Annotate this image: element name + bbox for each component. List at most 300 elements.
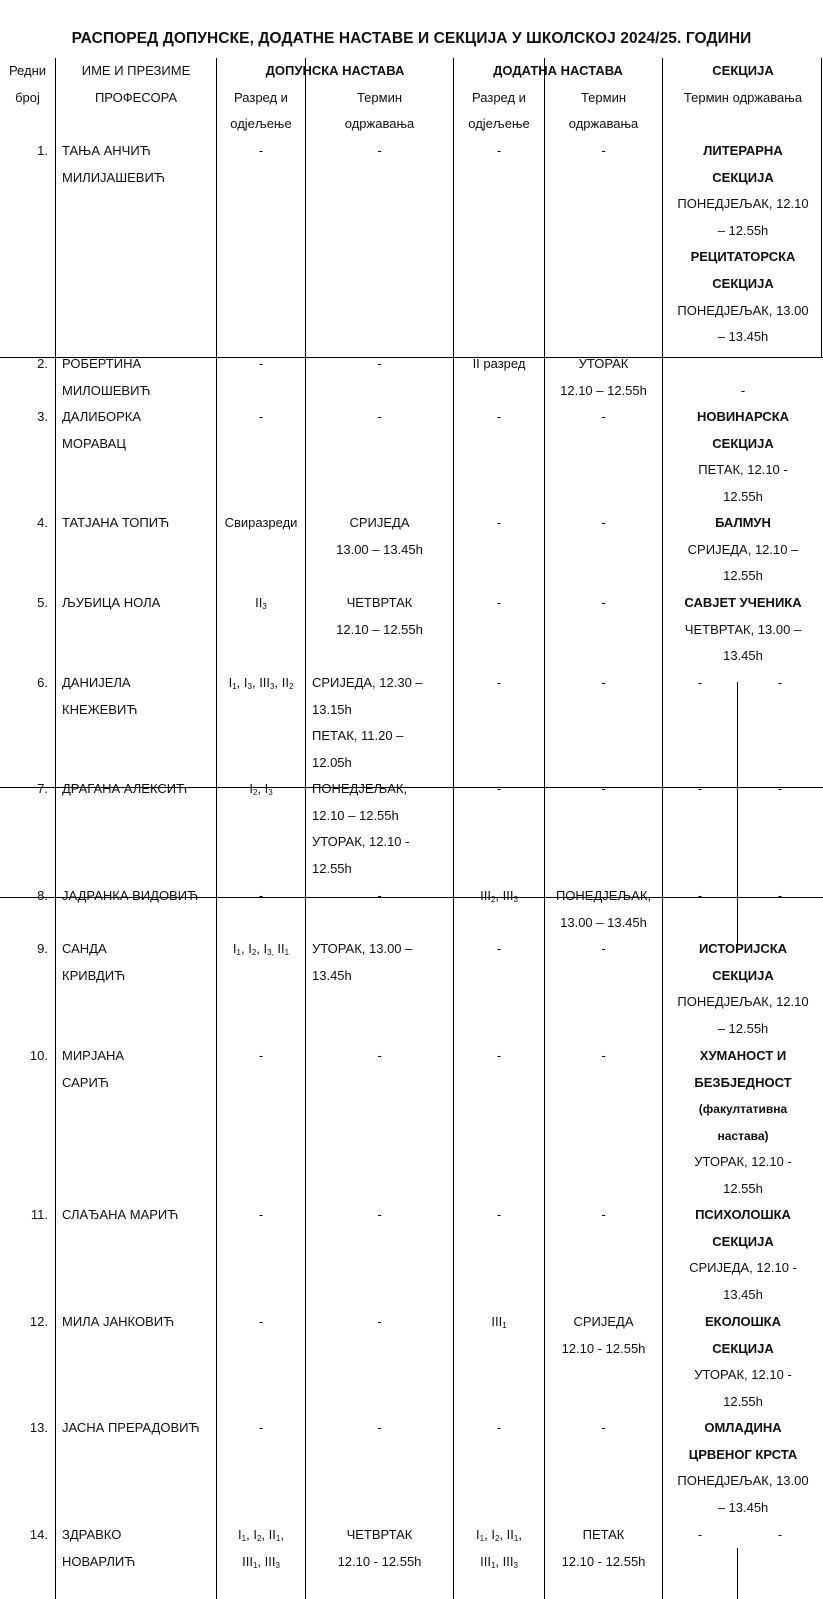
dodatna-grade — [454, 1522, 544, 1575]
text-line: - — [601, 675, 606, 690]
sekcija-term: ПОНЕДЈЕЉАК, 12.10 — [677, 994, 809, 1010]
dodatna-term — [545, 1202, 662, 1229]
grade-text: , II — [499, 1527, 514, 1542]
text-line: МОРАВАЦ — [62, 435, 126, 451]
sekcija-term: – 13.45h — [717, 329, 769, 345]
dopunska-grade — [217, 1522, 305, 1575]
sekcija-term: - — [740, 382, 746, 398]
grade-text: I — [476, 1527, 480, 1542]
dodatna-grade — [454, 670, 544, 697]
text-line: 12.10 – 12.55h — [336, 621, 423, 637]
text-line: 13.15h — [312, 701, 352, 717]
grade-subscript: 1 — [252, 1560, 258, 1570]
header-name: ИМЕ И ПРЕЗИМЕ ПРОФЕСОРА — [81, 63, 191, 105]
sekcija-name: ПСИХОЛОШКА — [695, 1207, 791, 1222]
dopunska-term — [306, 351, 453, 378]
sekcija-name: ЛИТЕРАРНА — [703, 143, 783, 158]
teacher-name — [62, 351, 216, 404]
dodatna-term — [545, 1522, 662, 1575]
grade-text: - — [258, 356, 264, 371]
grade-subscript: 3 — [275, 1560, 280, 1570]
text-line: - — [377, 356, 382, 371]
text-line: УТОРАК, 12.10 - — [312, 834, 410, 850]
grade-subscript: 1 — [241, 1534, 247, 1543]
grade-line — [217, 936, 305, 963]
sekcija-term: – 13.45h — [717, 1499, 769, 1515]
grade-line — [454, 138, 544, 165]
text-line: РОБЕРТИНА — [62, 356, 142, 371]
sekcija-split-line — [737, 682, 738, 787]
grade-line — [217, 138, 305, 165]
dodatna-term — [545, 590, 662, 617]
header-dodatna: ДОДАТНА НАСТАВА — [493, 63, 623, 78]
sekcija-name: ХУМАНОСТ И — [699, 1048, 787, 1063]
grade-line — [454, 776, 544, 803]
dodatna-term — [545, 138, 662, 165]
text-line: 13.00 – 13.45h — [560, 914, 647, 930]
sekcija-cell — [663, 138, 823, 351]
header-no: Редни број — [8, 63, 47, 105]
dodatna-term — [545, 776, 662, 803]
sekcija-empty-left: - — [697, 675, 703, 690]
grade-line — [454, 1202, 544, 1229]
text-line: - — [601, 595, 606, 610]
grade-subscript: 1 — [502, 1321, 507, 1330]
row-number: 7. — [37, 781, 48, 796]
teacher-name — [62, 404, 216, 457]
row-number: 10. — [29, 1048, 48, 1063]
dopunska-grade — [217, 936, 305, 963]
text-line: НОВАРЛИЋ — [62, 1553, 136, 1569]
dopunska-grade — [217, 1415, 305, 1442]
grade-line — [454, 1549, 544, 1576]
text-line: 12.05h — [312, 754, 352, 770]
grade-text: III — [480, 888, 491, 903]
dodatna-grade — [454, 1415, 544, 1442]
dodatna-grade — [454, 1202, 544, 1229]
sekcija-name: СЕКЦИЈА — [712, 1233, 774, 1249]
grade-subscript: 1 — [479, 1534, 485, 1543]
text-line: 12.10 - 12.55h — [337, 1553, 422, 1569]
dopunska-grade — [217, 776, 305, 803]
dopunska-term — [306, 1043, 453, 1070]
text-line: 13.45h — [312, 967, 352, 983]
grade-text: - — [496, 515, 502, 530]
grade-line — [454, 1309, 544, 1336]
sekcija-term: 12.55h — [723, 568, 763, 584]
text-line: КРИВДИЋ — [62, 967, 126, 983]
grade-subscript: 3 — [262, 602, 267, 611]
grade-line — [217, 1415, 305, 1442]
grade-text: - — [496, 781, 502, 796]
dodatna-term — [545, 404, 662, 431]
text-line: ДРАГАНА АЛЕКСИЋ — [62, 781, 188, 796]
teacher-name — [62, 883, 216, 910]
text-line: ЈАСНА ПРЕРАДОВИЋ — [62, 1420, 200, 1435]
dodatna-grade — [454, 351, 544, 378]
grade-text: - — [496, 595, 502, 610]
dodatna-grade — [454, 590, 544, 617]
sekcija-name: настава) — [717, 1128, 769, 1143]
teacher-name — [62, 936, 216, 989]
grade-line — [454, 404, 544, 431]
text-line: КНЕЖЕВИЋ — [62, 701, 138, 717]
sekcija-term: ПЕТАК, 12.10 - — [698, 462, 788, 478]
text-line: ЧЕТВРТАК — [346, 595, 413, 610]
text-line: 12.10 – 12.55h — [312, 807, 399, 823]
dopunska-term — [312, 670, 453, 776]
sekcija-term: УТОРАК, 12.10 - — [694, 1367, 792, 1383]
text-line: СРИЈЕДА — [573, 1314, 634, 1329]
grid-line — [55, 58, 56, 1599]
text-line: СРИЈЕДА — [349, 515, 410, 530]
text-line: САНДА — [62, 941, 107, 956]
dopunska-term — [306, 138, 453, 165]
sekcija-term: ПОНЕДЈЕЉАК, 12.10 — [677, 196, 809, 212]
dodatna-term — [545, 1415, 662, 1442]
grade-line — [217, 590, 305, 617]
text-line: МИЛОШЕВИЋ — [62, 382, 151, 398]
sekcija-name: СЕКЦИЈА — [712, 169, 774, 185]
dodatna-grade — [454, 883, 544, 910]
grade-text: , III — [251, 675, 271, 690]
dodatna-grade — [454, 1043, 544, 1070]
dodatna-term — [545, 670, 662, 697]
grade-text: , II — [274, 675, 289, 690]
header-termin-dodatna: Термин одржавања — [568, 89, 639, 132]
grade-line — [217, 510, 305, 537]
grade-text: , I — [236, 675, 248, 690]
text-line: ЉУБИЦА НОЛА — [62, 595, 161, 610]
grade-line — [217, 404, 305, 431]
sekcija-empty-left: - — [697, 781, 703, 796]
grade-line — [217, 351, 305, 378]
text-line: - — [601, 143, 606, 158]
teacher-name — [62, 510, 216, 537]
sekcija-term: 13.45h — [723, 648, 763, 664]
text-line: МИЛИЈАШЕВИЋ — [62, 169, 165, 185]
text-line: ПЕТАК — [582, 1527, 625, 1542]
sekcija-empty-right: - — [777, 675, 783, 690]
text-line: ЈАДРАНКА ВИДОВИЋ — [62, 888, 199, 903]
grade-line — [454, 936, 544, 963]
grade-text: - — [496, 675, 502, 690]
row-number: 13. — [29, 1420, 48, 1435]
grade-subscript: 3, — [267, 948, 274, 957]
text-line: - — [601, 1207, 606, 1222]
grade-subscript: 3 — [270, 682, 275, 691]
sekcija-cell — [663, 1043, 823, 1203]
grade-text: - — [496, 1048, 502, 1063]
teacher-name — [62, 670, 216, 723]
text-line: 13.00 – 13.45h — [336, 541, 423, 557]
dopunska-term — [306, 1415, 453, 1442]
text-line: - — [377, 409, 382, 424]
grade-text: , I — [240, 941, 252, 956]
sekcija-cell — [663, 936, 823, 1042]
grade-line — [454, 510, 544, 537]
sekcija-cell — [663, 590, 823, 670]
text-line: - — [601, 409, 606, 424]
sekcija-empty-right: - — [777, 1527, 783, 1542]
sekcija-term: ПОНЕДЈЕЉАК, 13.00 — [677, 302, 809, 318]
grade-text: - — [496, 1420, 502, 1435]
sekcija-empty-right: - — [777, 781, 783, 796]
grade-text: - — [496, 941, 502, 956]
dopunska-grade — [217, 138, 305, 165]
dodatna-term — [545, 883, 662, 936]
sekcija-cell — [663, 1202, 823, 1308]
grade-text: разреди — [248, 515, 298, 530]
grade-subscript: 1 — [513, 1534, 519, 1543]
text-line: - — [377, 143, 382, 158]
grade-text: III — [242, 1553, 253, 1569]
sekcija-empty-left: - — [697, 1527, 703, 1542]
teacher-name — [62, 1309, 216, 1336]
dopunska-term — [306, 590, 453, 643]
teacher-name — [62, 1415, 216, 1442]
header-dopunska: ДОПУНСКА НАСТАВА — [265, 63, 405, 78]
sekcija-name: ОМЛАДИНА — [704, 1420, 782, 1435]
grade-subscript: 1 — [232, 682, 237, 691]
dopunska-grade — [217, 670, 305, 697]
grade-text: II — [273, 941, 285, 956]
text-line: 12.55h — [312, 860, 352, 876]
grade-text: II — [255, 595, 263, 610]
teacher-name — [62, 138, 216, 191]
dodatna-term — [545, 1043, 662, 1070]
grade-subscript: 3 — [247, 682, 252, 691]
grade-line — [454, 1043, 544, 1070]
grade-text: , I — [246, 1527, 257, 1542]
text-line: СРИЈЕДА, 12.30 – — [312, 675, 423, 690]
sekcija-cell — [663, 404, 823, 510]
sekcija-empty-left: - — [697, 888, 703, 903]
sekcija-term: ПОНЕДЈЕЉАК, 13.00 — [677, 1473, 809, 1489]
sekcija-term: 13.45h — [723, 1286, 763, 1302]
dodatna-term — [545, 351, 662, 404]
text-line: 12.10 – 12.55h — [560, 382, 647, 398]
text-line: ЗДРАВКО — [62, 1527, 122, 1542]
teacher-name — [62, 590, 216, 617]
row-number: 12. — [29, 1314, 48, 1329]
row-number: 14. — [29, 1527, 48, 1542]
grade-line — [217, 670, 305, 697]
grade-subscript: 2 — [288, 682, 294, 691]
row-number: 3. — [37, 409, 48, 424]
grade-subscript: 2 — [252, 788, 258, 797]
grade-subscript: 1 — [490, 1560, 496, 1570]
row-number: 8. — [37, 888, 48, 903]
grade-text: - — [258, 1314, 264, 1329]
dopunska-grade — [217, 883, 305, 910]
dopunska-term — [312, 936, 453, 989]
text-line: - — [377, 1207, 382, 1222]
grade-text: - — [258, 1048, 264, 1063]
row-number: 1. — [37, 143, 48, 158]
sekcija-term: – 12.55h — [717, 1020, 769, 1036]
grade-text: III — [491, 1314, 503, 1329]
text-line: ДАЛИБОРКА — [62, 409, 142, 424]
sekcija-term: – 12.55h — [717, 222, 769, 238]
sekcija-term: СРИЈЕДА, 12.10 – — [687, 541, 799, 557]
grade-subscript: 2 — [256, 1534, 262, 1543]
sekcija-term: 12.55h — [723, 488, 763, 504]
text-line: - — [601, 1048, 606, 1063]
grade-line — [217, 1549, 305, 1576]
sekcija-term — [663, 351, 823, 378]
sekcija-name: БАЛМУН — [715, 515, 771, 530]
grade-subscript: 1 — [284, 948, 290, 957]
dodatna-grade — [454, 776, 544, 803]
grade-text: , — [280, 1527, 284, 1542]
dodatna-term — [545, 936, 662, 963]
grade-text: Сви — [224, 515, 249, 530]
dodatna-grade — [454, 1309, 544, 1336]
header-termin-sekcija: Термин одржавања — [683, 89, 803, 105]
schedule-table — [0, 58, 823, 1599]
teacher-name — [62, 1202, 216, 1229]
grade-line — [454, 670, 544, 697]
grade-line — [217, 883, 305, 910]
grade-text: - — [258, 888, 264, 903]
dodatna-grade — [454, 404, 544, 431]
sekcija-name: ИСТОРИЈСКА — [698, 941, 788, 956]
text-line: САРИЋ — [62, 1074, 109, 1090]
grade-subscript: 3 — [513, 1560, 518, 1570]
text-line: - — [377, 1420, 382, 1435]
teacher-name — [62, 776, 216, 803]
text-line: ПЕТАК, 11.20 – — [312, 728, 404, 744]
sekcija-name: ЦРВЕНОГ КРСТА — [688, 1446, 798, 1462]
sekcija-split-line — [737, 1548, 738, 1599]
grade-subscript: 3 — [513, 895, 518, 904]
grade-text: - — [258, 1420, 264, 1435]
dopunska-grade — [217, 351, 305, 378]
text-line: 12.10 - 12.55h — [561, 1553, 646, 1569]
text-line: ТАТЈАНА ТОПИЋ — [62, 515, 170, 530]
text-line: - — [601, 1420, 606, 1435]
text-line: ЧЕТВРТАК — [346, 1527, 413, 1542]
grade-text: , I — [256, 941, 268, 956]
grade-line — [454, 883, 544, 910]
dopunska-term — [306, 1202, 453, 1229]
sekcija-cell — [663, 510, 823, 590]
text-line: ПОНЕДЈЕЉАК, — [312, 781, 408, 796]
header-termin-dopunska: Термин одржавања — [344, 89, 415, 132]
grade-text: I — [238, 1527, 242, 1542]
sekcija-name: СЕКЦИЈА — [712, 1340, 774, 1356]
dopunska-grade — [217, 1202, 305, 1229]
grade-text: , III — [495, 888, 514, 903]
grade-line — [454, 590, 544, 617]
sekcija-cell — [663, 1415, 823, 1521]
sekcija-term: УТОРАК, 12.10 - — [694, 1154, 792, 1170]
sekcija-name: ЕКОЛОШКА — [704, 1314, 781, 1329]
grade-text: - — [496, 1207, 502, 1222]
dopunska-term — [312, 776, 453, 882]
dopunska-term — [306, 1522, 453, 1575]
grade-line — [217, 1043, 305, 1070]
dodatna-grade — [454, 510, 544, 537]
sekcija-term: 12.55h — [723, 1393, 763, 1409]
row-number: 6. — [37, 675, 48, 690]
teacher-name — [62, 1043, 216, 1096]
sekcija-term: СРИЈЕДА, 12.10 - — [689, 1260, 797, 1276]
grid-line — [544, 58, 545, 1599]
dopunska-grade — [217, 510, 305, 537]
grade-text: - — [496, 409, 502, 424]
sekcija-name: РЕЦИТАТОРСКА — [690, 249, 796, 265]
text-line: ПОНЕДЈЕЉАК, — [555, 888, 652, 903]
header-razred-dodatna: Разред и одјељење — [468, 89, 530, 132]
row-number: 4. — [37, 515, 48, 530]
sekcija-term: 12.55h — [723, 1180, 763, 1196]
grade-text: III — [480, 1553, 491, 1569]
sekcija-name: САВЈЕТ УЧЕНИКА — [684, 595, 802, 610]
sekcija-cell — [663, 1309, 823, 1415]
row-number: 5. — [37, 595, 48, 610]
text-line: МИЛА ЈАНКОВИЋ — [62, 1314, 175, 1329]
teacher-name — [62, 1522, 216, 1575]
grade-text: , — [518, 1527, 522, 1542]
dopunska-grade — [217, 1309, 305, 1336]
grade-subscript: 1 — [275, 1534, 281, 1543]
grade-line — [217, 1309, 305, 1336]
sekcija-name: СЕКЦИЈА — [712, 435, 774, 451]
dopunska-grade — [217, 1043, 305, 1070]
grade-text: - — [258, 1207, 264, 1222]
header-sekcija: СЕКЦИЈА — [712, 63, 774, 78]
sekcija-name: СЕКЦИЈА — [712, 967, 774, 983]
grade-text: II разред — [472, 356, 526, 371]
text-line: - — [601, 941, 606, 956]
grade-line — [454, 1415, 544, 1442]
dopunska-term — [306, 404, 453, 431]
text-line: 12.10 - 12.55h — [561, 1340, 646, 1356]
text-line: ДАНИЈЕЛА — [62, 675, 131, 690]
grade-text: - — [496, 143, 502, 158]
text-line: УТОРАК, 13.00 – — [312, 941, 413, 956]
sekcija-term: ЧЕТВРТАК, 13.00 – — [684, 621, 802, 637]
dodatna-term — [545, 510, 662, 537]
text-line: УТОРАК — [578, 356, 629, 371]
page-title: РАСПОРЕД ДОПУНСКЕ, ДОДАТНЕ НАСТАВЕ И СЕКЦИЈА У ШКОЛСКОЈ 2024/25. ГОДИНИ — [71, 30, 752, 47]
dopunska-grade — [217, 404, 305, 431]
grid-line — [305, 58, 306, 1599]
grade-line — [454, 351, 544, 378]
grade-text: , III — [257, 1553, 276, 1569]
dopunska-term — [306, 1309, 453, 1336]
grade-text: I — [228, 675, 233, 690]
grade-subscript: 1 — [236, 948, 241, 957]
text-line: ТАЊА АНЧИЋ — [62, 143, 151, 158]
sekcija-cell — [663, 351, 823, 404]
grid-line — [453, 58, 454, 1599]
dopunska-grade — [217, 590, 305, 617]
text-line: - — [601, 515, 606, 530]
dopunska-term — [306, 510, 453, 563]
dodatna-grade — [454, 138, 544, 165]
sekcija-name: БЕЗБЈЕДНОСТ — [694, 1074, 792, 1090]
grade-text: , I — [257, 781, 269, 796]
grade-line — [217, 1522, 305, 1549]
grade-subscript: 2 — [494, 1534, 500, 1543]
dodatna-term — [545, 1309, 662, 1362]
grade-text: I — [249, 781, 253, 796]
text-line: МИРЈАНА — [62, 1048, 125, 1063]
dodatna-grade — [454, 936, 544, 963]
